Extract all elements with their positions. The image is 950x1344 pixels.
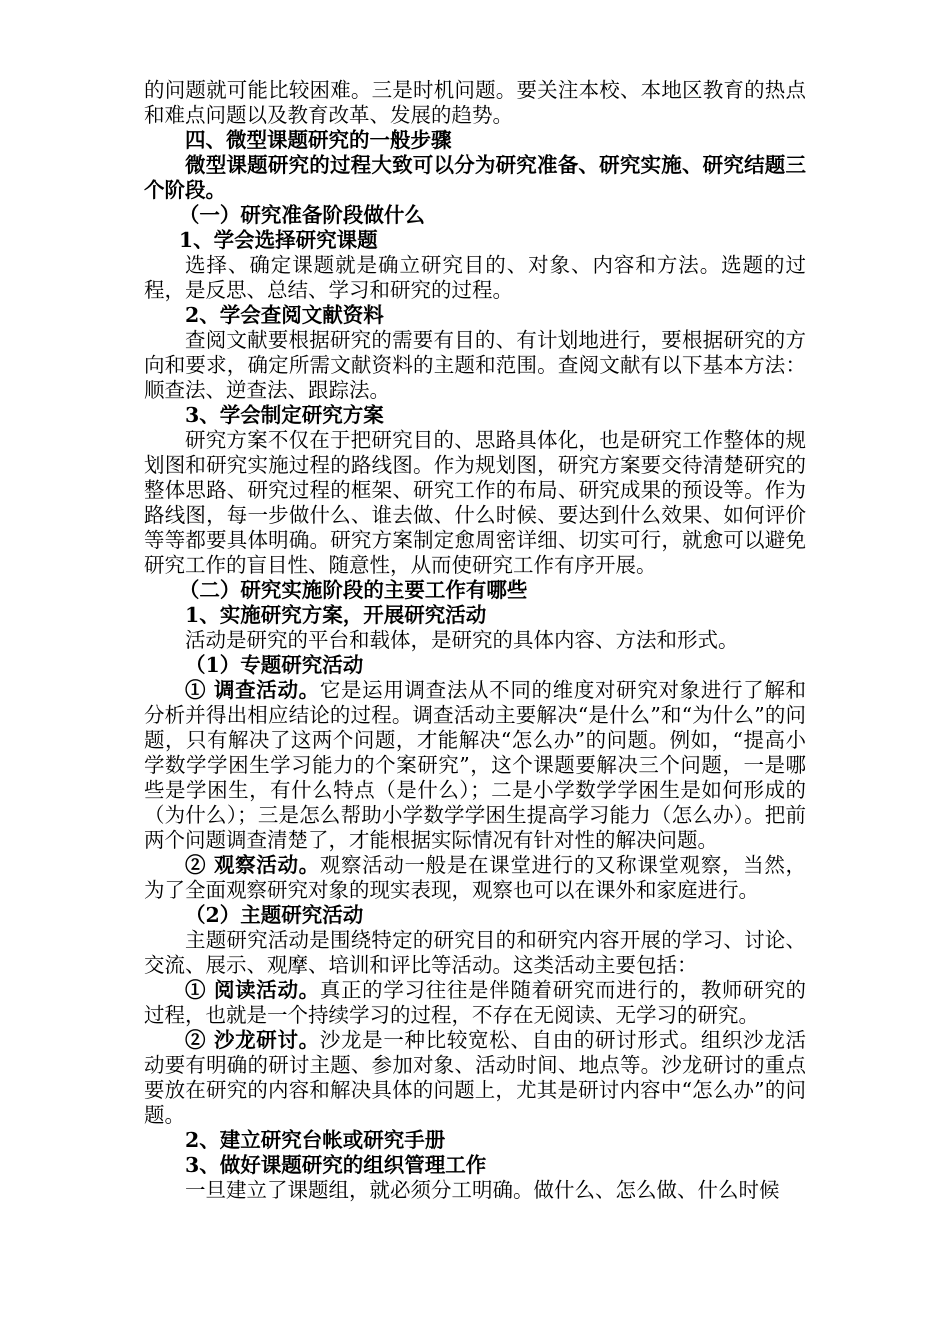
paragraph-organization: 一旦建立了课题组，就必须分工明确。做什么、怎么做、什么时候 (185, 1178, 780, 1202)
subsection-heading-1: （一）研究准备阶段做什么 (178, 203, 425, 227)
item-heading-1-3: 3、学会制定研究方案 (185, 403, 384, 427)
sub-item-heading-theme: （2）主题研究活动 (185, 903, 364, 927)
item-heading-2-3: 3、做好课题研究的组织管理工作 (185, 1153, 487, 1177)
survey-text: 它是运用调查法从不同的维度对研究对象进行了解和分析并得出相应结论的过程。调查活动主要解决“是什么”和“为什么”的问题，只有解决了这两个问题，才能解决“怎么办”的问题。例如，“提高小学数学学困生学习能力的个案研究”，这个课题要解决三个问题，一是哪些是学困生，有什么特点（是什么）；二是小学数学学困生是如何形成的（为什么）；三是怎么帮助小学数学学困生提高学习能力（怎么办）。把前两个问题调查清楚了，才能根据实际情况有针对性的解决问题。 (144, 678, 806, 852)
paragraph-salon (144, 1028, 806, 1128)
paragraph-continued: 的问题就可能比较困难。三是时机问题。要关注本校、本地区教育的热点和难点问题以及教育改革、发展的趋势。 (144, 78, 806, 127)
item-heading-2-2: 2、建立研究台帐或研究手册 (185, 1128, 446, 1152)
paragraph-observation (144, 853, 806, 903)
section-heading-4: 四、微型课题研究的一般步骤 (185, 128, 452, 152)
item-heading-1-1: 1、学会选择研究课题 (178, 228, 378, 252)
reading-lead: ① 阅读活动。 (185, 978, 320, 1002)
paragraph-activities: 活动是研究的平台和载体，是研究的具体内容、方法和形式。 (185, 628, 739, 652)
paragraph-select-topic: 选择、确定课题就是确立研究目的、对象、内容和方法。选题的过程，是反思、总结、学习和研究的过程。 (144, 253, 806, 302)
paragraph-research-plan: 研究方案不仅在于把研究目的、思路具体化，也是研究工作整体的规划图和研究实施过程的路线图。作为规划图，研究方案要交待清楚研究的整体思路、研究过程的框架、研究工作的布局、研究成果的预设等。作为路线图，每一步做什么、谁去做、什么时候、要达到什么效果、如何评价等等都要具体明确。研究方案制定愈周密详细、切实可行，就愈可以避免研究工作的盲目性、随意性，从而使研究工作有序开展。 (144, 428, 806, 577)
reading-text: 真正的学习往往是伴随着研究而进行的，教师研究的过程，也就是一个持续学习的过程，不存在无阅读、无学习的研究。 (144, 978, 806, 1027)
item-heading-1-2: 2、学会查阅文献资料 (185, 303, 384, 327)
sub-item-heading-special: （1）专题研究活动 (185, 653, 364, 677)
document-page (144, 78, 806, 1203)
section-intro-paragraph: 微型课题研究的过程大致可以分为研究准备、研究实施、研究结题三个阶段。 (144, 153, 806, 202)
subsection-heading-2: （二）研究实施阶段的主要工作有哪些 (178, 578, 528, 602)
paragraph-theme-activities: 主题研究活动是围绕特定的研究目的和研究内容开展的学习、讨论、交流、展示、观摩、培训和评比等活动。这类活动主要包括： (144, 928, 806, 977)
salon-text: 沙龙是一种比较宽松、自由的研讨形式。组织沙龙活动要有明确的研讨主题、参加对象、活动时间、地点等。沙龙研讨的重点要放在研究的内容和解决具体的问题上，尤其是研讨内容中“怎么办”的问题。 (144, 1028, 806, 1127)
item-heading-2-1: 1、实施研究方案，开展研究活动 (185, 603, 487, 627)
paragraph-reading (144, 978, 806, 1028)
paragraph-survey (144, 678, 806, 853)
paragraph-literature: 查阅文献要根据研究的需要有目的、有计划地进行，要根据研究的方向和要求，确定所需文献资料的主题和范围。查阅文献有以下基本方法：顺查法、逆查法、跟踪法。 (144, 328, 806, 402)
observation-lead: ② 观察活动。 (185, 853, 320, 877)
observation-text: 观察活动一般是在课堂进行的又称课堂观察，当然，为了全面观察研究对象的现实表现，观察也可以在课外和家庭进行。 (144, 853, 806, 902)
salon-lead: ② 沙龙研讨。 (185, 1028, 320, 1052)
survey-lead: ① 调查活动。 (185, 678, 320, 702)
